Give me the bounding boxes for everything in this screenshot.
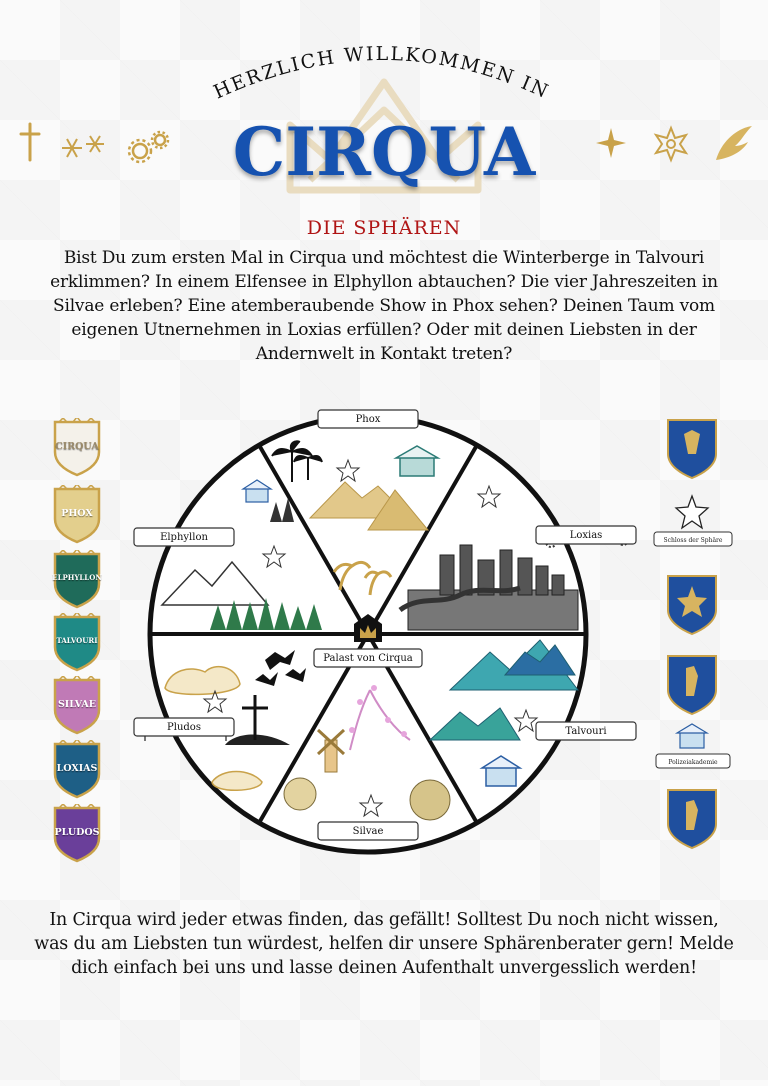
header: [0, 0, 768, 215]
crest-right-4: [668, 790, 716, 848]
banner-center: [314, 649, 422, 667]
banner-pludos: [134, 718, 234, 736]
banner-phox-label: Phox: [355, 414, 381, 425]
schloss-label: Schloss der Sphäre: [663, 537, 723, 544]
wing-icon: [716, 126, 752, 160]
crest-label: TALVOURI: [56, 636, 98, 645]
banner-talvouri: [536, 722, 636, 740]
crest-right-3: [668, 656, 716, 714]
banner-talvouri-label: Talvouri: [565, 726, 607, 737]
sparkle-icon: [596, 128, 626, 158]
banner-loxias: [536, 526, 636, 544]
akademie-label: Polizeiakademie: [668, 759, 718, 766]
section-title: DIE SPHÄREN: [306, 217, 462, 239]
crest-label: LOXIAS: [56, 763, 98, 774]
crest-label: PHOX: [61, 508, 93, 519]
crest-label: ELPHYLLON: [52, 573, 102, 582]
banner-pludos-label: Pludos: [167, 722, 201, 733]
crest-right-1: [668, 420, 716, 478]
outro-paragraph: In Cirqua wird jeder etwas finden, das gefällt! Solltest Du noch nicht wissen, was du am Liebsten tun würdest, helfen dir unsere Sphärenberater gern! Melde dich einfach bei uns und lasse deinen Aufenthalt unvergesslich werden!: [34, 910, 734, 978]
banner-elphyllon-label: Elphyllon: [160, 532, 208, 543]
cross-icon: [21, 124, 39, 160]
crest-elphyllon: [51, 550, 103, 610]
snowflake-icon: [62, 136, 104, 157]
gears-icon: [129, 132, 168, 162]
banner-elphyllon: [134, 528, 234, 546]
star-flower-icon: [656, 128, 686, 160]
crest-silvae: [51, 676, 103, 736]
welcome-text: HERZLICH WILLKOMMEN IN: [210, 42, 553, 104]
banner-silvae-label: Silvae: [352, 826, 384, 837]
crest-talvouri: [51, 613, 103, 673]
crest-pludos: [51, 804, 103, 864]
crest-right-2: [668, 576, 716, 634]
page-title: CIRQUA: [232, 113, 536, 191]
crest-phox: [51, 485, 103, 545]
crest-label: CIRQUA: [55, 441, 99, 452]
banner-phox: [318, 410, 418, 428]
crest-loxias: [51, 740, 103, 800]
banner-center-label: Palast von Cirqua: [323, 653, 413, 664]
banner-loxias-label: Loxias: [569, 530, 603, 541]
banner-silvae: [318, 822, 418, 840]
intro-paragraph: Bist Du zum ersten Mal in Cirqua und möchtest die Winterberge in Talvouri erklimmen? In einem Elfensee in Elphyllon abtauchen? Die vier Jahreszeiten in Silvae erleben? Eine atemberaubende Show in Phox sehen? Deinen Taum vom eigenen Utnernehmen in Loxias erfüllen? Oder mit deinen Liebsten in der Andernwelt in Kontakt treten?: [50, 248, 718, 364]
crest-label: PLUDOS: [54, 827, 100, 838]
crest-cirqua: [51, 418, 103, 478]
right-crest-column: [650, 410, 760, 860]
crest-label: SILVAE: [57, 699, 97, 710]
